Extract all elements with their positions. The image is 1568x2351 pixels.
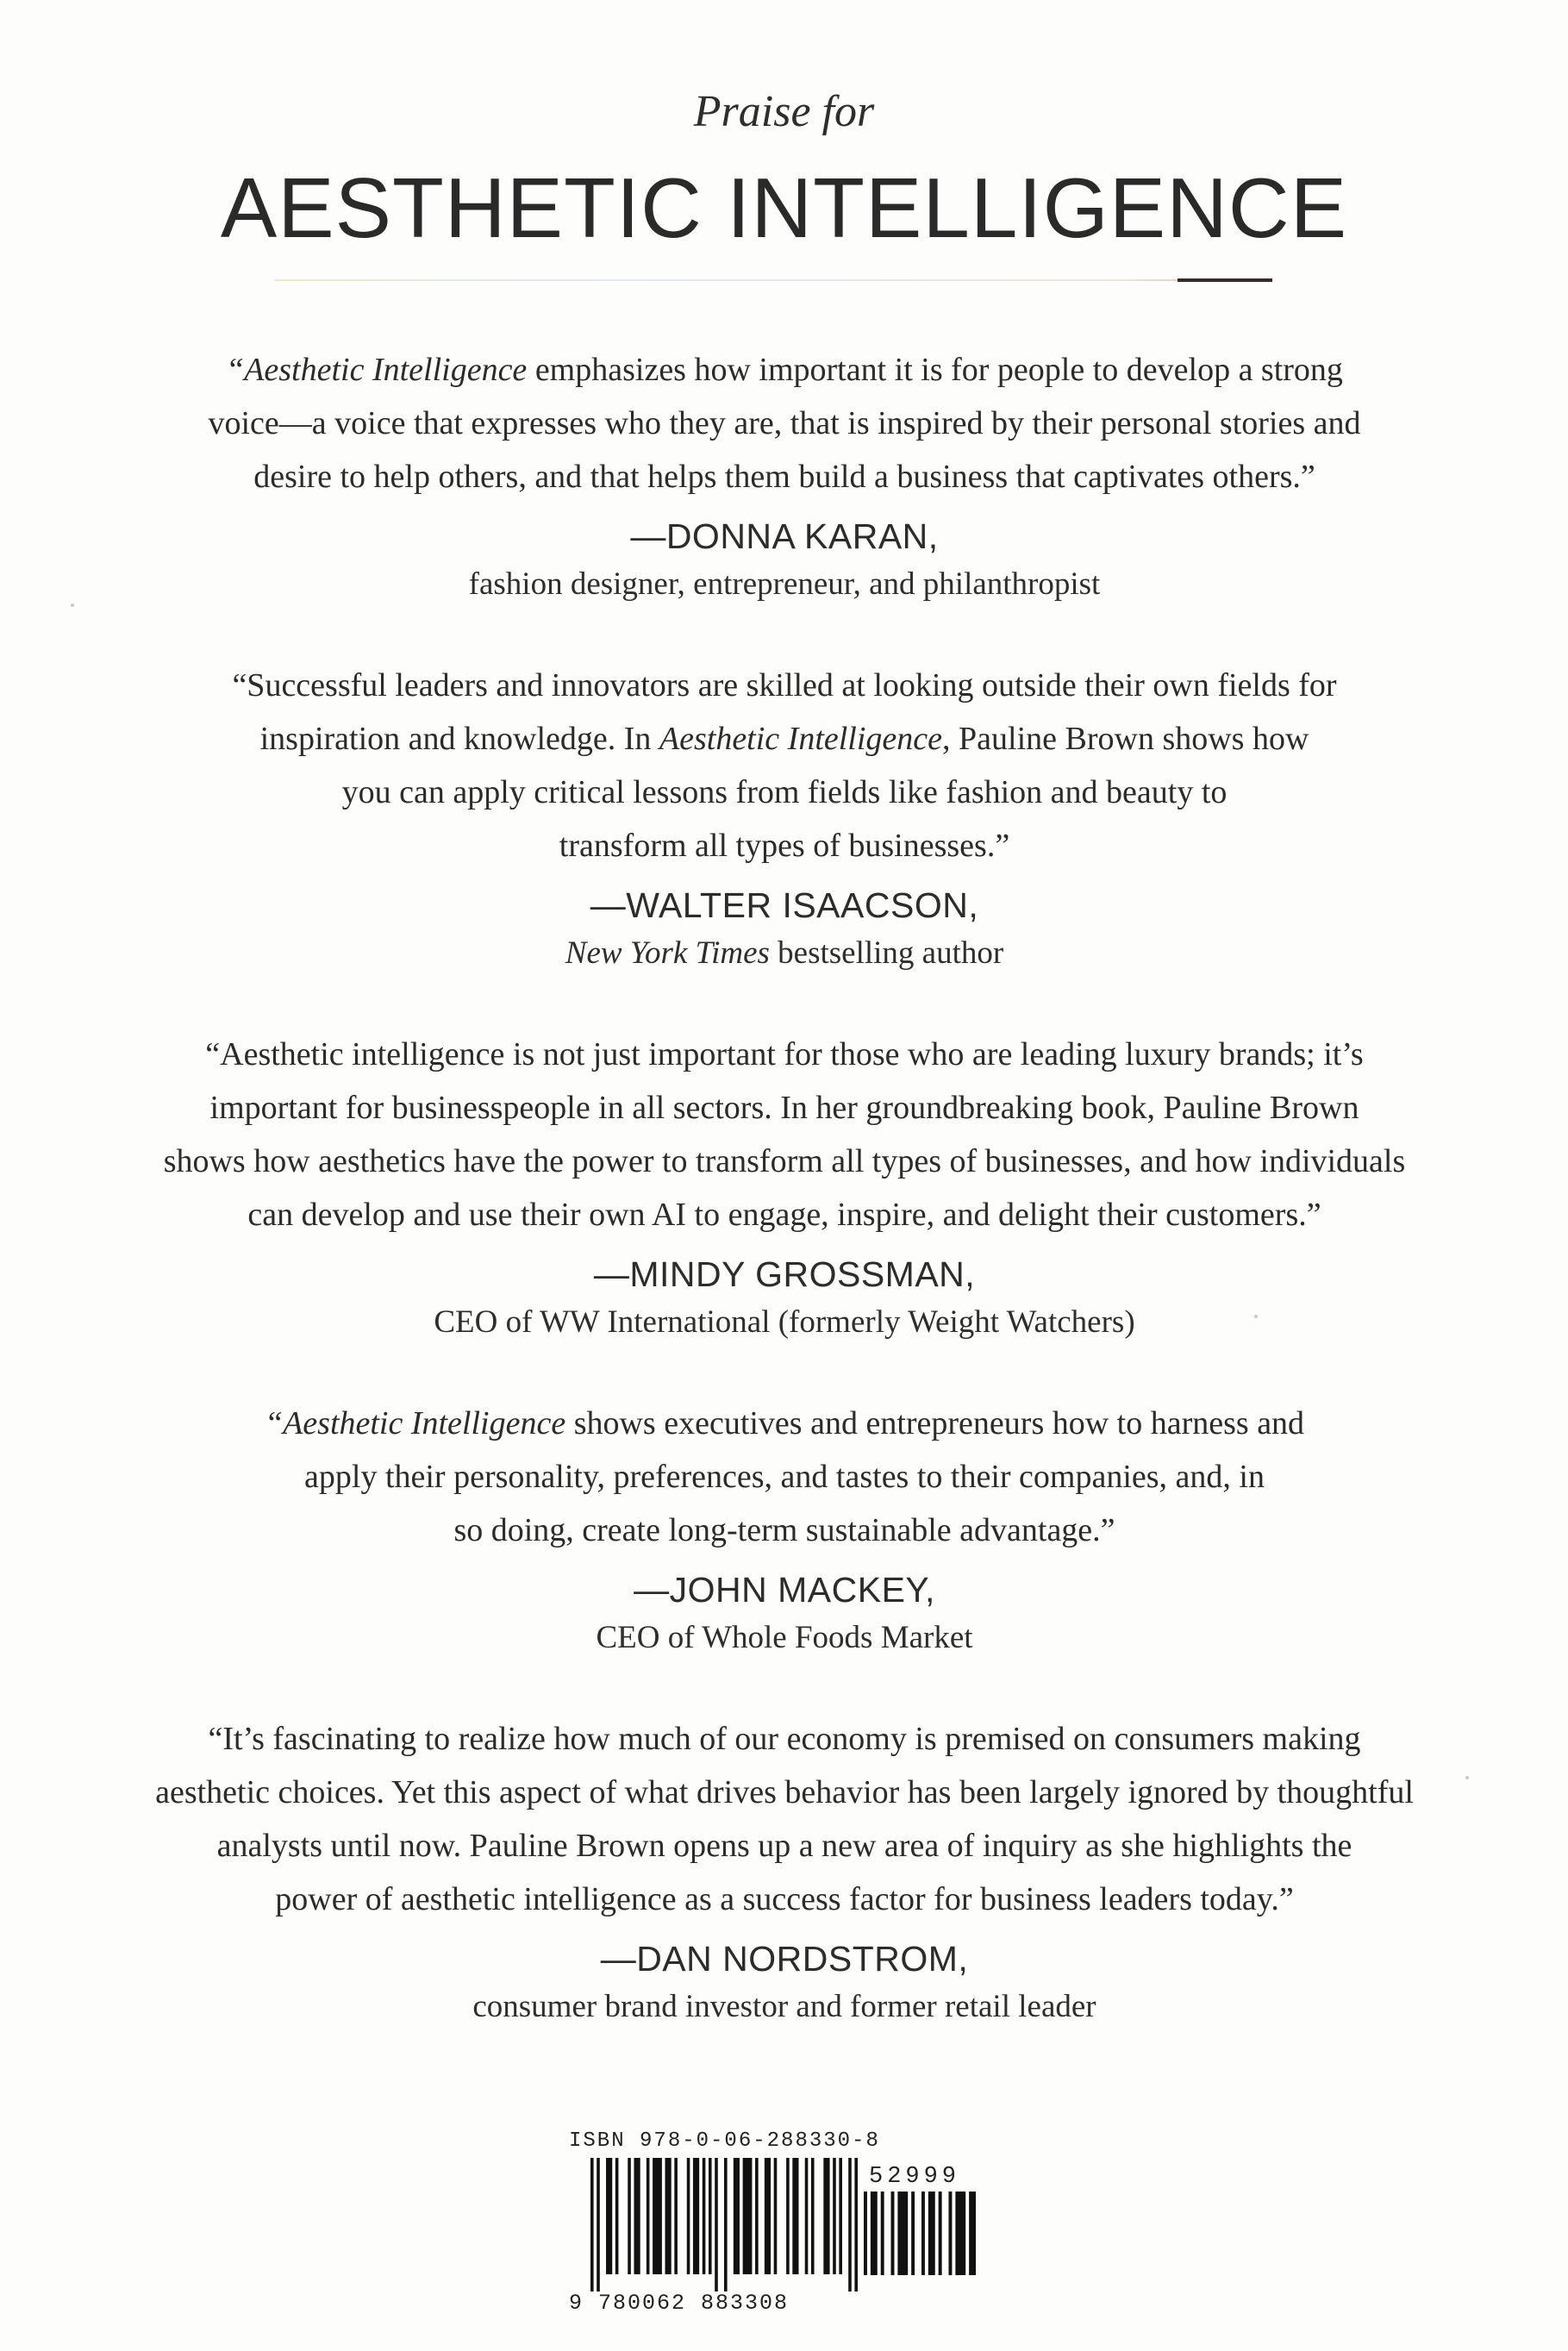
quote-block — [103, 659, 1465, 978]
barcode-bar — [871, 2192, 878, 2275]
paper-speck — [1254, 1315, 1258, 1318]
paper-speck — [1465, 1776, 1469, 1779]
barcode-bar — [653, 2158, 662, 2274]
barcode-bar — [693, 2158, 699, 2274]
quote-line-text: “Successful leaders and innovators are skilled at looking outside their own fields for — [232, 667, 1337, 703]
quote-block — [103, 1712, 1465, 2031]
quote-text — [103, 1397, 1465, 1557]
barcode-bar — [848, 2158, 852, 2292]
ean-barcode-bars — [590, 2158, 858, 2292]
quote-line — [103, 1188, 1465, 1241]
quote-line — [103, 450, 1465, 503]
quote-line — [103, 397, 1465, 450]
barcode-bar — [786, 2158, 790, 2274]
quote-attribution: —MINDY GROSSMAN, — [593, 1254, 976, 1294]
barcode-bar — [939, 2192, 942, 2275]
role-text: bestselling author — [769, 935, 1004, 971]
barcode-bar — [647, 2158, 650, 2274]
barcode-bar — [687, 2158, 690, 2274]
barcode-bar — [854, 2158, 858, 2292]
barcode-bar — [703, 2158, 706, 2274]
ean-digits: 9 780062 883308 — [569, 2291, 790, 2316]
barcode-bar — [805, 2158, 809, 2274]
role-text: CEO of Whole Foods Market — [596, 1620, 973, 1655]
barcode-bar — [709, 2158, 712, 2274]
quote-block — [103, 343, 1465, 609]
barcode-bar — [969, 2192, 976, 2275]
role-text: consumer brand investor and former retail leader — [472, 1989, 1096, 2024]
barcode-bar — [674, 2158, 678, 2274]
quote-line — [103, 1766, 1465, 1819]
divider-gradient — [274, 279, 1272, 281]
quote-line — [103, 1450, 1465, 1504]
barcode-bar — [606, 2158, 612, 2274]
quote-line — [103, 712, 1465, 766]
quote-line-text: aesthetic choices. Yet this aspect of what drives behavior has been largely ignored by thoughtful — [155, 1774, 1414, 1810]
quote-line — [103, 1712, 1465, 1766]
title-divider — [274, 278, 1272, 283]
book-title-italic: Aesthetic Intelligence — [659, 721, 943, 757]
barcode-bar — [665, 2158, 672, 2274]
barcode-bar — [928, 2192, 935, 2275]
quote-attribution: —JOHN MACKEY, — [634, 1570, 935, 1610]
barcode-bar — [811, 2158, 815, 2274]
quote-line — [103, 343, 1465, 397]
divider-accent — [1178, 278, 1272, 282]
barcode-bar — [955, 2192, 965, 2275]
book-title-italic: “Aesthetic Intelligence — [226, 352, 528, 388]
publication-italic: New York Times — [565, 935, 770, 971]
barcode-bar — [839, 2158, 842, 2274]
barcode-bar — [833, 2158, 836, 2274]
quote-block — [103, 1028, 1465, 1347]
quote-line — [103, 766, 1465, 819]
quote-line — [103, 1819, 1465, 1873]
quote-line-text: inspiration and knowledge. In — [259, 721, 659, 757]
barcode-bar — [911, 2192, 915, 2275]
barcode-bar — [823, 2158, 829, 2274]
barcode-bar — [634, 2158, 640, 2274]
praise-quotes — [103, 343, 1465, 2081]
attribution-role — [103, 1983, 1465, 2031]
quote-line-text: voice—a voice that expresses who they are, that is inspired by their personal stories and — [208, 405, 1361, 441]
attribution-role — [103, 929, 1465, 978]
barcode-bar — [765, 2158, 771, 2274]
quote-line-text: important for businesspeople in all sectors. In her groundbreaking book, Pauline Brown — [209, 1090, 1359, 1126]
quote-attribution: —DAN NORDSTROM, — [600, 1939, 969, 1979]
quote-line-text: power of aesthetic intelligence as a success factor for business leaders today.” — [275, 1881, 1294, 1917]
quote-line-text: desire to help others, and that helps them build a business that captivates others.” — [253, 459, 1315, 495]
quote-line — [103, 1504, 1465, 1557]
quote-text — [103, 1712, 1465, 1926]
quote-line-text: emphasizes how important it is for people to develop a strong — [527, 352, 1343, 388]
price-code: 52999 — [869, 2164, 961, 2190]
barcode-bar — [743, 2158, 753, 2274]
attribution-role — [103, 560, 1465, 609]
isbn-barcode — [560, 2129, 1009, 2336]
attribution-role — [103, 1614, 1465, 1662]
book-title: AESTHETIC INTELLIGENCE — [220, 160, 1348, 255]
barcode-bar — [734, 2158, 740, 2274]
quote-block — [103, 1397, 1465, 1662]
barcode-bar — [615, 2158, 619, 2274]
isbn-label: ISBN 978-0-06-288330-8 — [569, 2129, 880, 2153]
quote-line-text: shows executives and entrepreneurs how to harness and — [565, 1405, 1305, 1441]
barcode-bar — [921, 2192, 925, 2275]
quote-line-text: “Aesthetic intelligence is not just important for those who are leading luxury brands; it’s — [205, 1036, 1364, 1072]
quote-text — [103, 1028, 1465, 1241]
quote-line-text: transform all types of businesses.” — [559, 828, 1010, 864]
quote-text — [103, 343, 1465, 503]
quote-text — [103, 659, 1465, 872]
barcode-bar — [597, 2158, 600, 2292]
quote-attribution: —WALTER ISAACSON, — [590, 885, 979, 925]
quote-line-text: analysts until now. Pauline Brown opens up a new area of inquiry as she highlights the — [216, 1828, 1352, 1864]
quote-line-text: , Pauline Brown shows how — [942, 721, 1309, 757]
barcode-bar — [774, 2158, 778, 2274]
barcode-bar — [590, 2158, 594, 2292]
paper-speck — [71, 603, 74, 607]
quote-line-text: apply their personality, preferences, and tastes to their companies, and, in — [304, 1459, 1265, 1495]
barcode-bar — [948, 2192, 952, 2275]
price-addon-bars — [864, 2192, 976, 2292]
quote-line-text: can develop and use their own AI to engage, inspire, and delight their customers.” — [247, 1197, 1321, 1233]
quote-line-text: so doing, create long-term sustainable advantage.” — [453, 1512, 1115, 1548]
quote-line — [103, 1028, 1465, 1081]
attribution-role — [103, 1298, 1465, 1347]
barcode-bar — [628, 2158, 631, 2274]
barcode-bar — [715, 2158, 718, 2292]
quote-line — [103, 1135, 1465, 1188]
quote-line-text: “It’s fascinating to realize how much of our economy is premised on consumers making — [208, 1721, 1361, 1757]
role-text: CEO of WW International (formerly Weight Watchers) — [434, 1304, 1135, 1340]
praise-for-heading: Praise for — [693, 87, 875, 136]
quote-line — [103, 1873, 1465, 1926]
barcode-bar — [881, 2192, 884, 2275]
quote-line — [103, 1081, 1465, 1135]
role-text: fashion designer, entrepreneur, and philanthropist — [468, 566, 1101, 602]
barcode-bar — [864, 2192, 867, 2275]
quote-attribution: —DONNA KARAN, — [630, 516, 939, 556]
barcode-bar — [724, 2158, 728, 2292]
book-title-italic: “Aesthetic Intelligence — [264, 1405, 566, 1441]
quote-line-text: shows how aesthetics have the power to transform all types of businesses, and how individuals — [163, 1143, 1406, 1179]
quote-line — [103, 1397, 1465, 1450]
barcode-bar — [897, 2192, 908, 2275]
barcode-bar — [792, 2158, 798, 2274]
barcode-bar — [891, 2192, 895, 2275]
quote-line — [103, 819, 1465, 872]
quote-line-text: you can apply critical lessons from fields like fashion and beauty to — [341, 774, 1228, 810]
quote-line — [103, 659, 1465, 712]
barcode-bar — [755, 2158, 759, 2274]
